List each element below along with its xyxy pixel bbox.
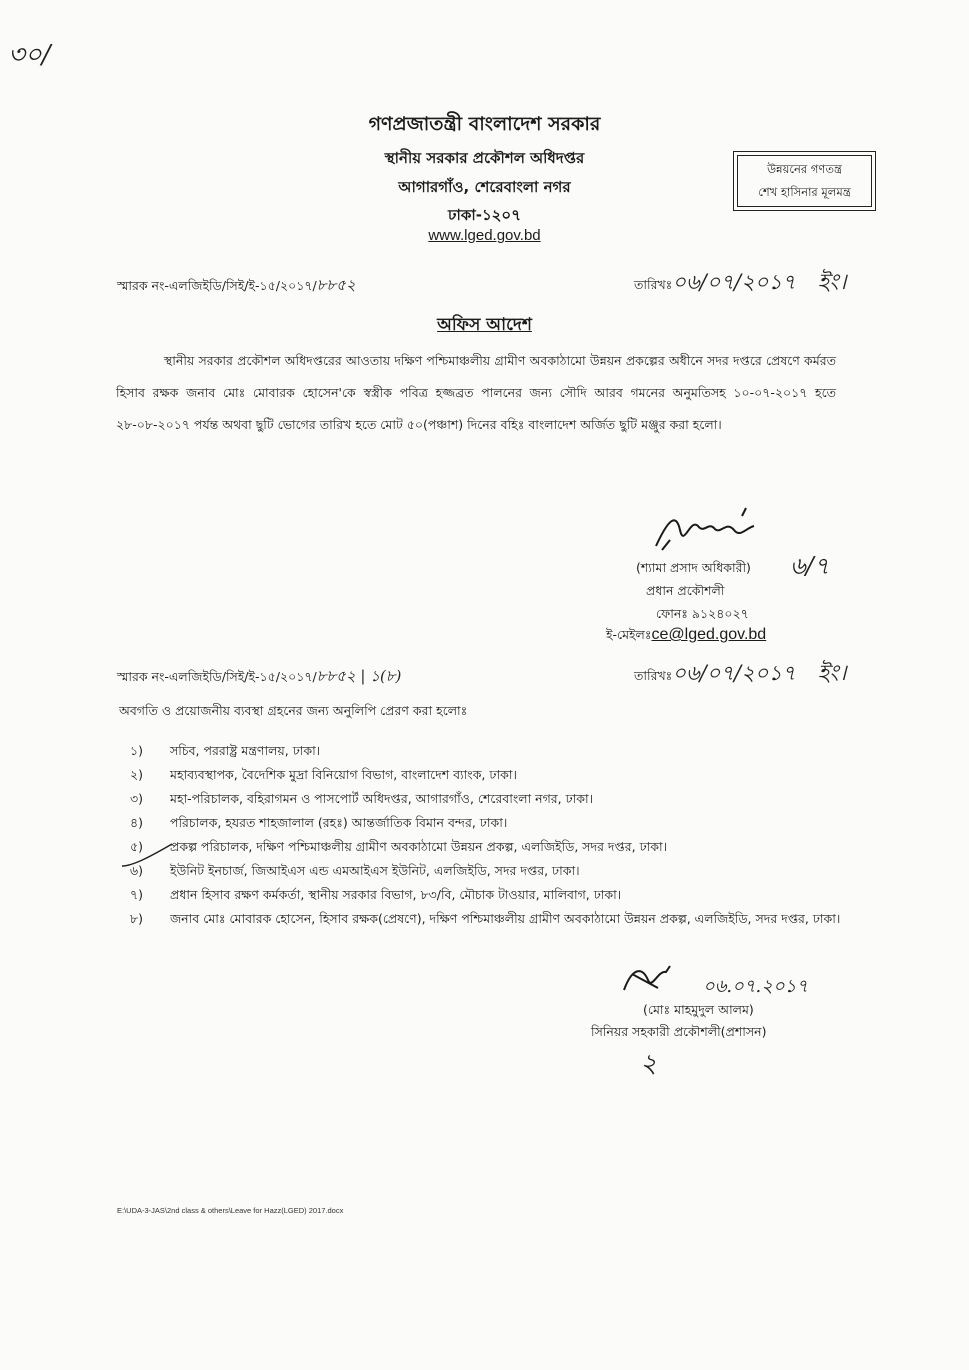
signatory-2-designation: সিনিয়র সহকারী প্রকৌশলী(প্রশাসন) — [591, 1024, 767, 1039]
signatory-1-designation: প্রধান প্রকৌশলী — [646, 583, 725, 598]
list-item — [130, 763, 850, 787]
list-item-text: প্রকল্প পরিচালক, দক্ষিণ পশ্চিমাঞ্চলীয় গ্রামীণ অবকাঠামো উন্নয়ন প্রকল্প, এলজিইডি, সদর দপ্তর, ঢাকা। — [170, 839, 668, 854]
memo-date-handwritten: ০৬/০৭/২০১৭ — [672, 270, 796, 294]
memo-date-label: তারিখঃ — [634, 277, 673, 292]
address-line-2: ঢাকা-১২০৭ — [448, 206, 521, 224]
list-item-number: ১) — [130, 743, 143, 758]
list-item-text: প্রধান হিসাব রক্ষণ কর্মকর্তা, স্থানীয় সরকার বিভাগ, ৮৩/বি, মৌচাক টাওয়ার, মালিবাগ, ঢাকা। — [170, 887, 622, 902]
list-item-number: ৪) — [130, 815, 143, 830]
signatory-1-email-row — [606, 626, 766, 647]
signature-senior-assistant-engineer — [618, 960, 678, 1000]
memo-reference-handwritten: ৮৮৫২ — [316, 276, 356, 294]
website-link[interactable]: www.lged.gov.bd — [428, 227, 541, 244]
list-item — [130, 859, 850, 883]
list-item-text: ইউনিট ইনচার্জ, জিআইএস এন্ড এমআইএস ইউনিট, এলজিইডি, সদর দপ্তর, ঢাকা। — [170, 863, 580, 878]
government-title: গণপ্রজাতন্ত্রী বাংলাদেশ সরকার — [368, 113, 601, 135]
list-item-number: ২) — [130, 767, 144, 782]
memo-2-date-suffix: ইং। — [817, 661, 847, 686]
signatory-1-phone: ফোনঃ ৯১২৪০২৭ — [656, 606, 749, 621]
list-item — [130, 811, 850, 835]
memo-2-reference-handwritten: ৮৮৫২ | ১(৮) — [316, 667, 402, 685]
slogan-line-1: উন্নয়নের গণতন্ত্র — [767, 162, 842, 176]
office-order-body: স্থানীয় সরকার প্রকৌশল অধিদপ্তরের আওতায় দক্ষিণ পশ্চিমাঞ্চলীয় গ্রামীণ অবকাঠামো উন্নয়ন প্রকল্পের অধীনে সদর দপ্তরে প্রেষণে কর্মরত হিসাব রক্ষক জনাব মোঃ মোবারক হোসেন'কে স্বস্ত্রীক পবিত্র হজ্জব্রত পালনের জন্য সৌদি আরব গমনের অনুমতিসহ ১০-০৭-২০১৭ হতে ২৮-০৮-২০১৭ পর্যন্ত অথবা ছুটি ভোগের তারিখ হতে মোট ৫০(পঞ্চাশ) দিনের বহিঃ বাংলাদেশ অর্জিত ছুটি মঞ্জুর করা হলো। — [116, 353, 836, 432]
signature-chief-engineer — [650, 500, 770, 560]
email-label: ই-মেইলঃ — [606, 627, 652, 642]
memo-2-date-label: তারিখঃ — [634, 668, 673, 683]
corner-handwritten-mark: ৩০/ — [8, 40, 51, 70]
memo-date — [634, 265, 846, 302]
signature-2-date-handwritten: ০৬.০৭.২০১৭ — [703, 976, 809, 997]
list-item-number: ৬) — [130, 863, 144, 878]
list-item — [130, 739, 850, 763]
slogan-box — [733, 151, 876, 211]
list-item-text: পরিচালক, হযরত শাহজালাল (রহঃ) আন্তর্জাতিক বিমান বন্দর, ঢাকা। — [170, 815, 508, 830]
list-item — [130, 907, 850, 931]
slogan-line-2: শেখ হাসিনার মূলমন্ত্র — [758, 185, 851, 199]
signature-date-handwritten: ৬/৭ — [790, 552, 830, 580]
list-item-number: ৫) — [130, 839, 143, 854]
memo-2-date-handwritten: ০৬/০৭/২০১৭ — [672, 661, 796, 685]
list-item-text: মহা-পরিচালক, বহিরাগমন ও পাসপোর্ট অধিদপ্তর, আগারগাঁও, শেরেবাংলা নগর, ঢাকা। — [170, 791, 594, 806]
memo-2-reference-label: স্মারক নং-এলজিইডি/সিই/ই-১৫/২০১৭/ — [117, 669, 317, 684]
list-item-number: ৩) — [130, 791, 144, 806]
memo-reference — [117, 274, 356, 299]
department-name: স্থানীয় সরকার প্রকৌশল অধিদপ্তর — [384, 149, 585, 167]
memo-reference-label: স্মারক নং-এলজিইডি/সিই/ই-১৫/২০১৭/ — [117, 278, 317, 293]
list-item-text: মহাব্যবস্থাপক, বৈদেশিক মুদ্রা বিনিয়োগ বিভাগ, বাংলাদেশ ব্যাংক, ঢাকা। — [170, 767, 517, 782]
distribution-list — [130, 739, 850, 931]
memo-2-date — [634, 656, 846, 693]
email-link[interactable]: ce@lged.gov.bd — [651, 626, 767, 643]
list-item-number: ৮) — [130, 911, 143, 926]
list-item — [130, 883, 850, 907]
list-item-number: ৭) — [130, 887, 144, 902]
list-item — [130, 835, 850, 859]
handwritten-initial: ২ — [640, 1049, 657, 1079]
handwritten-check-mark — [118, 836, 178, 876]
distribution-intro: অবগতি ও প্রয়োজনীয় ব্যবস্থা গ্রহনের জন্য অনুলিপি প্রেরণ করা হলোঃ — [119, 703, 468, 718]
list-item — [130, 787, 850, 811]
office-order-title: অফিস আদেশ — [437, 315, 532, 335]
list-item-text: সচিব, পররাষ্ট্র মন্ত্রণালয়, ঢাকা। — [170, 743, 321, 758]
address-line-1: আগারগাঁও, শেরেবাংলা নগর — [398, 178, 571, 196]
file-path-footer: E:\UDA-3-JAS\2nd class & others\Leave for Hazz(LGED) 2017.docx — [117, 1206, 344, 1215]
memo-2-reference — [117, 665, 401, 690]
memo-date-suffix: ইং। — [817, 270, 847, 295]
signatory-1-name: (শ্যামা প্রসাদ অধিকারী) — [636, 560, 751, 575]
signatory-2-name: (মোঃ মাহমুদুল আলম) — [643, 1002, 754, 1017]
list-item-text: জনাব মোঃ মোবারক হোসেন, হিসাব রক্ষক(প্রেষণে), দক্ষিণ পশ্চিমাঞ্চলীয় গ্রামীণ অবকাঠামো উন্নয়ন প্রকল্প, এলজিইডি, সদর দপ্তর, ঢাকা। — [170, 911, 841, 926]
